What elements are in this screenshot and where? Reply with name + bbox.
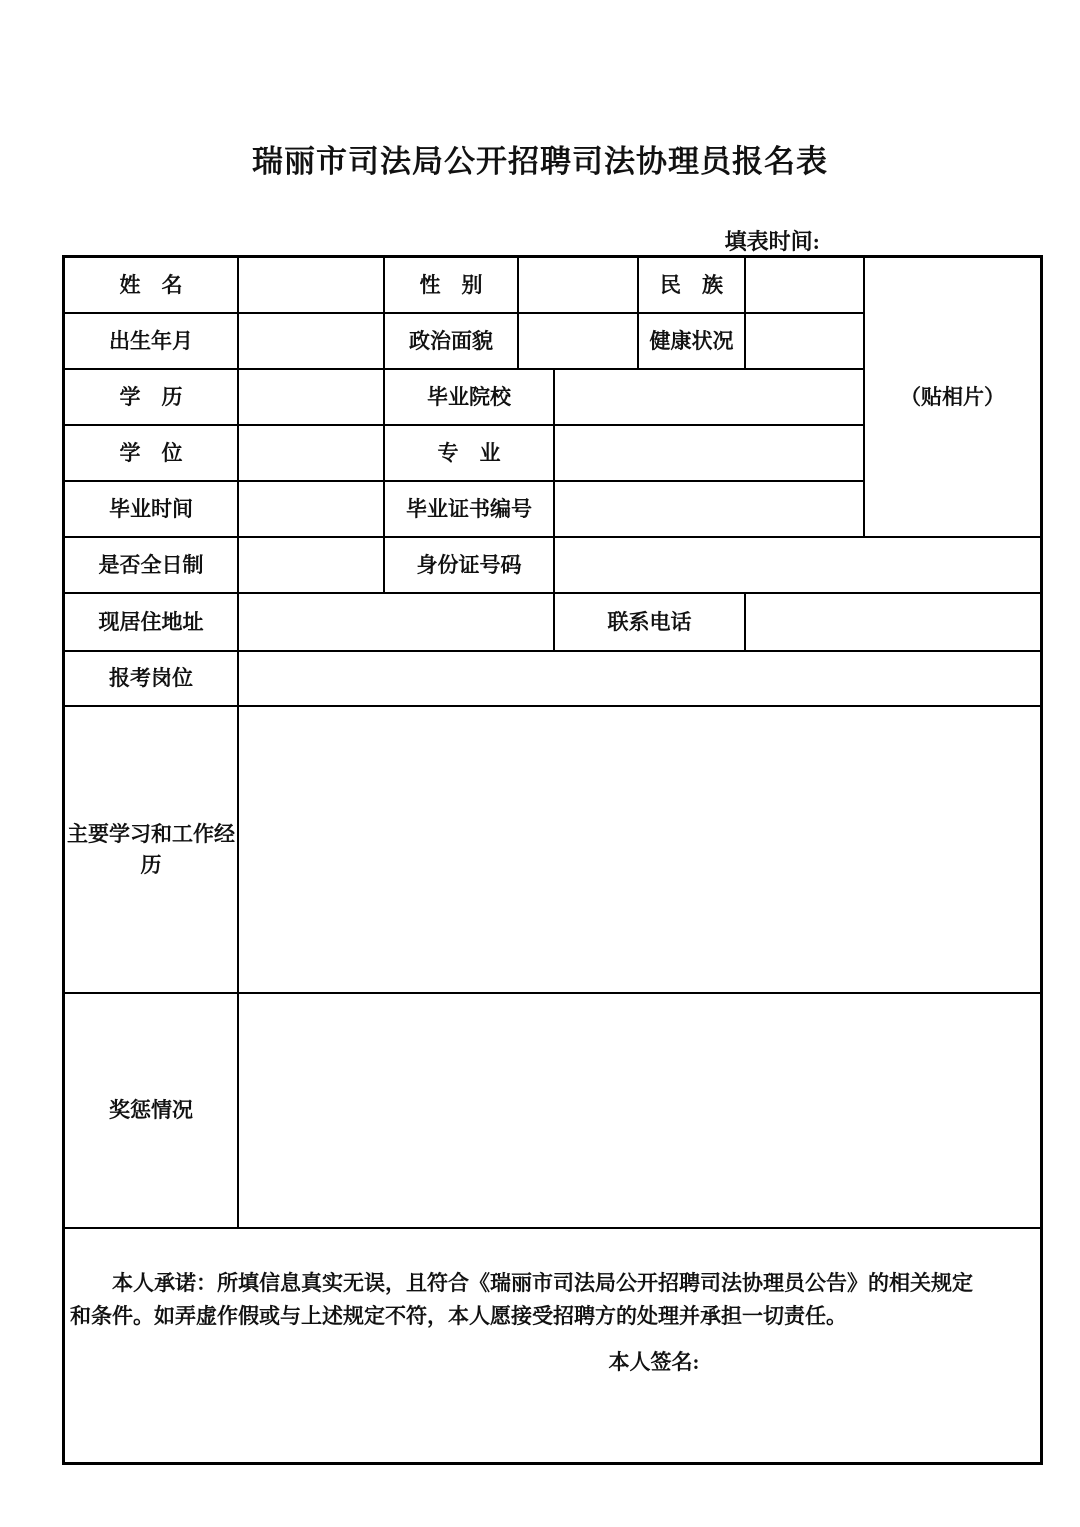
health-status-field [746, 314, 865, 370]
fill-time-label: 填表时间: [724, 229, 820, 254]
contact-phone-field [746, 594, 1040, 652]
graduation-time-label: 毕业时间 [65, 482, 239, 538]
birth-date-label: 出生年月 [65, 314, 239, 370]
certificate-number-field [555, 482, 865, 538]
gender-field [519, 258, 639, 314]
experience-field [239, 707, 1040, 994]
name-label: 姓 名 [65, 258, 239, 314]
residence-address-label: 现居住地址 [65, 594, 239, 652]
education-field [239, 370, 385, 426]
health-status-label: 健康状况 [639, 314, 746, 370]
graduation-school-label: 毕业院校 [385, 370, 555, 426]
certificate-number-label: 毕业证书编号 [385, 482, 555, 538]
education-label: 学 历 [65, 370, 239, 426]
ethnicity-label: 民 族 [639, 258, 746, 314]
experience-label: 主要学习和工作经历 [65, 707, 239, 994]
applied-position-label: 报考岗位 [65, 652, 239, 707]
page-title: 瑞丽市司法局公开招聘司法协理员报名表 [252, 144, 828, 179]
degree-label: 学 位 [65, 426, 239, 482]
id-number-label: 身份证号码 [385, 538, 555, 594]
political-status-field [519, 314, 639, 370]
contact-phone-label: 联系电话 [555, 594, 746, 652]
declaration-line-2: 和条件。如弄虚作假或与上述规定不符，本人愿接受招聘方的处理并承担一切责任。 [70, 1303, 847, 1328]
residence-address-field [239, 594, 555, 652]
id-number-field [555, 538, 1040, 594]
degree-field [239, 426, 385, 482]
ethnicity-field [746, 258, 865, 314]
birth-date-field [239, 314, 385, 370]
graduation-school-field [555, 370, 865, 426]
fulltime-field [239, 538, 385, 594]
gender-label: 性 别 [385, 258, 519, 314]
declaration-line-1: 本人承诺：所填信息真实无误，且符合《瑞丽市司法局公开招聘司法协理员公告》的相关规定 [112, 1271, 973, 1295]
rewards-punishments-label: 奖惩情况 [65, 994, 239, 1229]
graduation-time-field [239, 482, 385, 538]
major-label: 专 业 [385, 426, 555, 482]
name-field [239, 258, 385, 314]
registration-form-table [62, 255, 1043, 1465]
political-status-label: 政治面貌 [385, 314, 519, 370]
rewards-punishments-field [239, 994, 1040, 1229]
applied-position-field [239, 652, 1040, 707]
signature-label: 本人签名: [608, 1349, 700, 1374]
major-field [555, 426, 865, 482]
fulltime-label: 是否全日制 [65, 538, 239, 594]
declaration-cell [65, 1229, 1040, 1462]
photo-placeholder: （贴相片） [865, 258, 1040, 538]
